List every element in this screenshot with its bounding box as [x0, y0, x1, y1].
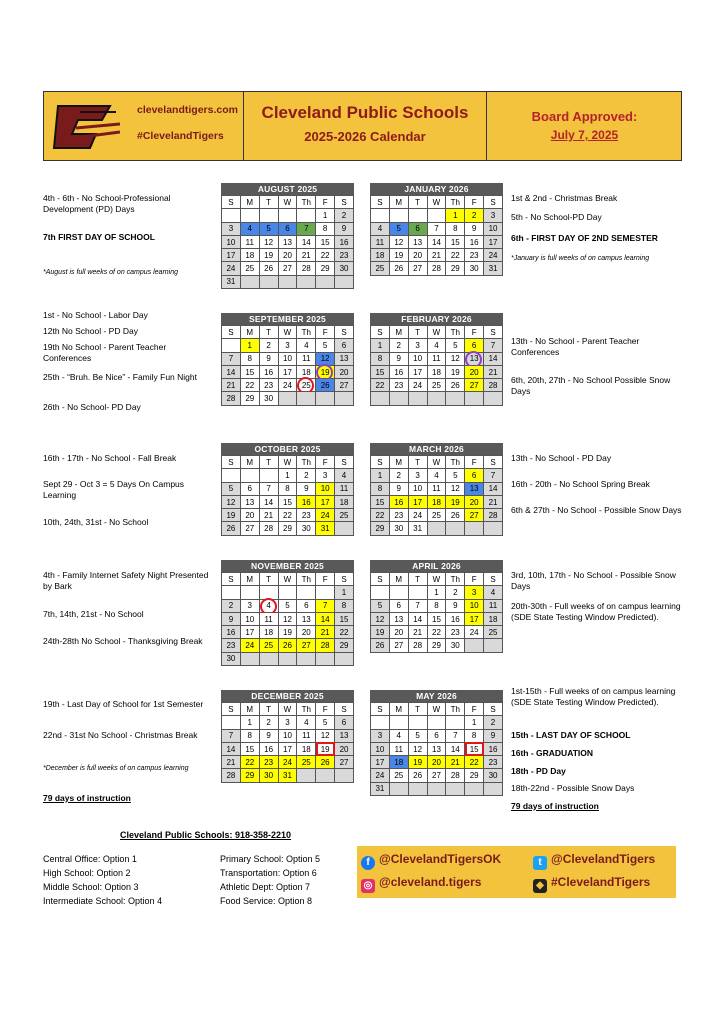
website-text: clevelandtigers.com [137, 104, 238, 116]
note-may-6: 79 days of instruction [511, 801, 599, 811]
twitter-icon: t [533, 856, 547, 870]
approval-block [487, 92, 682, 161]
hashtag-handle[interactable] [533, 875, 650, 893]
note-aug-2: 7th FIRST DAY OF SCHOOL [43, 232, 155, 242]
note-dec-4: 79 days of instruction [43, 793, 131, 803]
month-title: MAY 2026 [370, 690, 503, 702]
note-jan-3: 6th - FIRST DAY OF 2ND SEMESTER [511, 233, 658, 243]
note-feb-2: 6th, 20th, 27th - No School Possible Snow Days [511, 375, 671, 396]
month-title: SEPTEMBER 2025 [221, 313, 354, 325]
hashtag-social-text: #ClevelandTigers [551, 875, 651, 889]
header-banner [43, 91, 682, 161]
note-sep-3: 19th No School - Parent Teacher Conferences [43, 342, 167, 363]
month-title: MARCH 2026 [370, 443, 503, 455]
month-grid: S M T W Th F S 1 2 3 4 5 6 7 8 9 10 11 12 13 14 15 16 17 18 19 20 21 22 23 24 25 26 27 28 29 30 [370, 572, 503, 653]
facebook-icon: f [361, 856, 375, 870]
note-sep-1: 1st - No School - Labor Day [43, 310, 148, 320]
contacts-column-2 [220, 852, 320, 908]
contact-item: Food Service: Option 8 [220, 896, 313, 906]
title-block [244, 92, 487, 161]
month-title: NOVEMBER 2025 [221, 560, 354, 572]
month-title: DECEMBER 2025 [221, 690, 354, 702]
contact-item: High School: Option 2 [43, 868, 131, 878]
note-dec-2: 22nd - 31st No School - Christmas Break [43, 730, 198, 740]
facebook-handle[interactable] [361, 852, 501, 870]
month-grid: S M T W Th F S 1 2 3 4 5 6 7 8 9 10 11 12 13 14 15 16 17 18 19 20 21 22 23 24 25 26 27 28 [370, 325, 503, 406]
calendar-aug [221, 183, 354, 289]
page-title: Cleveland Public Schools [261, 103, 469, 122]
month-grid: S M T W Th F S 1 2 3 4 5 6 7 8 9 10 11 12 13 14 15 16 17 18 19 20 21 22 23 24 25 26 27 28 29 30 31 [221, 195, 354, 289]
contacts-block [43, 830, 348, 906]
approval-date: July 7, 2025 [550, 128, 619, 142]
contacts-column-1 [43, 852, 162, 908]
contact-item: Transportation: Option 6 [220, 868, 317, 878]
month-grid: S M T W Th F S 1 2 3 4 5 6 7 8 9 10 11 12 13 14 15 16 17 18 19 20 21 22 23 24 25 26 27 28 29 30 [221, 325, 354, 406]
month-title: OCTOBER 2025 [221, 443, 354, 455]
social-banner [357, 846, 676, 898]
note-feb-1: 13th - No School - Parent Teacher Conferences [511, 336, 640, 357]
calendar-jan [370, 183, 503, 276]
note-oct-3: 10th, 24th, 31st - No School [43, 517, 149, 527]
note-may-4: 18th - PD Day [511, 766, 566, 776]
note-apr-2: 20th-30th - Full weeks of on campus learning (SDE State Testing Window Predicted). [511, 601, 681, 622]
month-grid: S M T W Th F S 1 2 3 4 5 6 7 8 9 10 11 12 13 14 15 16 17 18 19 20 21 22 23 24 25 26 27 28 29 30 31 [370, 195, 503, 276]
calendar-apr [370, 560, 503, 653]
month-grid: S M T W Th F S 1 2 3 4 5 6 7 8 9 10 11 12 13 14 15 16 17 18 19 20 21 22 23 24 25 26 27 28 29 30 [221, 572, 354, 666]
note-nov-3: 24th-28th No School - Thanksgiving Break [43, 636, 203, 646]
month-grid: S M T W Th F S 1 2 3 4 5 6 7 8 9 10 11 12 13 14 15 16 17 18 19 20 21 22 23 24 25 26 27 28 29 30 31 [370, 702, 503, 796]
calendar-dec [221, 690, 354, 783]
note-jan-2: 5th - No School-PD Day [511, 212, 602, 222]
calendar-feb [370, 313, 503, 406]
hashtag-text: #ClevelandTigers [137, 130, 224, 142]
calendar-mar [370, 443, 503, 536]
note-apr-1: 3rd, 10th, 17th - No School - Possible Snow Days [511, 570, 676, 591]
month-title: APRIL 2026 [370, 560, 503, 572]
contact-item: Athletic Dept: Option 7 [220, 882, 311, 892]
note-sep-2: 12th No School - PD Day [43, 326, 138, 336]
month-grid: S M T W Th F S 1 2 3 4 5 6 7 8 9 10 11 12 13 14 15 16 17 18 19 20 21 22 23 24 25 26 27 28 29 30 31 [370, 455, 503, 536]
note-mar-1: 13th - No School - PD Day [511, 453, 612, 463]
note-may-2: 15th - LAST DAY OF SCHOOL [511, 730, 631, 740]
note-aug-1: 4th - 6th - No School-Professional Development (PD) Days [43, 193, 171, 214]
note-jan-1: 1st & 2nd - Christmas Break [511, 193, 618, 203]
note-sep-4: 25th - “Bruh. Be Nice” - Family Fun Night [43, 372, 197, 382]
calendar-nov [221, 560, 354, 666]
note-nov-2: 7th, 14th, 21st - No School [43, 609, 144, 619]
calendar-oct [221, 443, 354, 536]
tiger-icon: ◆ [533, 879, 547, 893]
contact-item: Intermediate School: Option 4 [43, 896, 163, 906]
instagram-handle[interactable] [361, 875, 481, 893]
calendar-sep [221, 313, 354, 406]
note-aug-3: *August is full weeks of on campus learning [43, 269, 179, 276]
month-title: AUGUST 2025 [221, 183, 354, 195]
facebook-text: @ClevelandTigersOK [379, 852, 502, 866]
month-title: FEBRUARY 2026 [370, 313, 503, 325]
note-oct-1: 16th - 17th - No School - Fall Break [43, 453, 177, 463]
instagram-text: @cleveland.tigers [379, 875, 482, 889]
contact-item: Middle School: Option 3 [43, 882, 139, 892]
note-dec-3: *December is full weeks of on campus learning [43, 765, 189, 772]
contact-item: Central Office: Option 1 [43, 854, 137, 864]
month-title: JANUARY 2026 [370, 183, 503, 195]
month-grid: S M T W Th F S 1 2 3 4 5 6 7 8 9 10 11 12 13 14 15 16 17 18 19 20 21 22 23 24 25 26 27 28 29 30 31 [221, 455, 354, 536]
contacts-title: Cleveland Public Schools: 918-358-2210 [119, 830, 292, 840]
note-sep-5: 26th - No School- PD Day [43, 402, 141, 412]
note-nov-1: 4th - Family Internet Safety Night Presented by Bark [43, 570, 209, 591]
calendar-may [370, 690, 503, 796]
note-oct-2: Sept 29 - Oct 3 = 5 Days On Campus Learning [43, 479, 185, 500]
tiger-c-logo-icon [50, 98, 120, 156]
logo-block [44, 92, 244, 161]
note-mar-3: 6th & 27th - No School - Possible Snow Days [511, 505, 682, 515]
note-may-1: 1st-15th - Full weeks of on campus learning (SDE State Testing Window Predicted). [511, 686, 676, 707]
twitter-handle[interactable] [533, 852, 655, 870]
note-may-5: 18th-22nd - Possible Snow Days [511, 783, 635, 793]
page-subtitle: 2025-2026 Calendar [304, 129, 426, 144]
twitter-text: @ClevelandTigers [551, 852, 656, 866]
note-may-3: 16th - GRADUATION [511, 748, 594, 758]
note-mar-2: 16th - 20th - No School Spring Break [511, 479, 650, 489]
instagram-icon: ◎ [361, 879, 375, 893]
note-jan-4: *January is full weeks of on campus learning [511, 255, 650, 262]
contact-item: Primary School: Option 5 [220, 854, 321, 864]
approval-label: Board Approved: [531, 109, 638, 124]
month-grid: S M T W Th F S 1 2 3 4 5 6 7 8 9 10 11 12 13 14 15 16 17 18 19 20 21 22 23 24 25 26 27 28 29 30 31 [221, 702, 354, 783]
note-dec-1: 19th - Last Day of School for 1st Semester [43, 699, 204, 709]
